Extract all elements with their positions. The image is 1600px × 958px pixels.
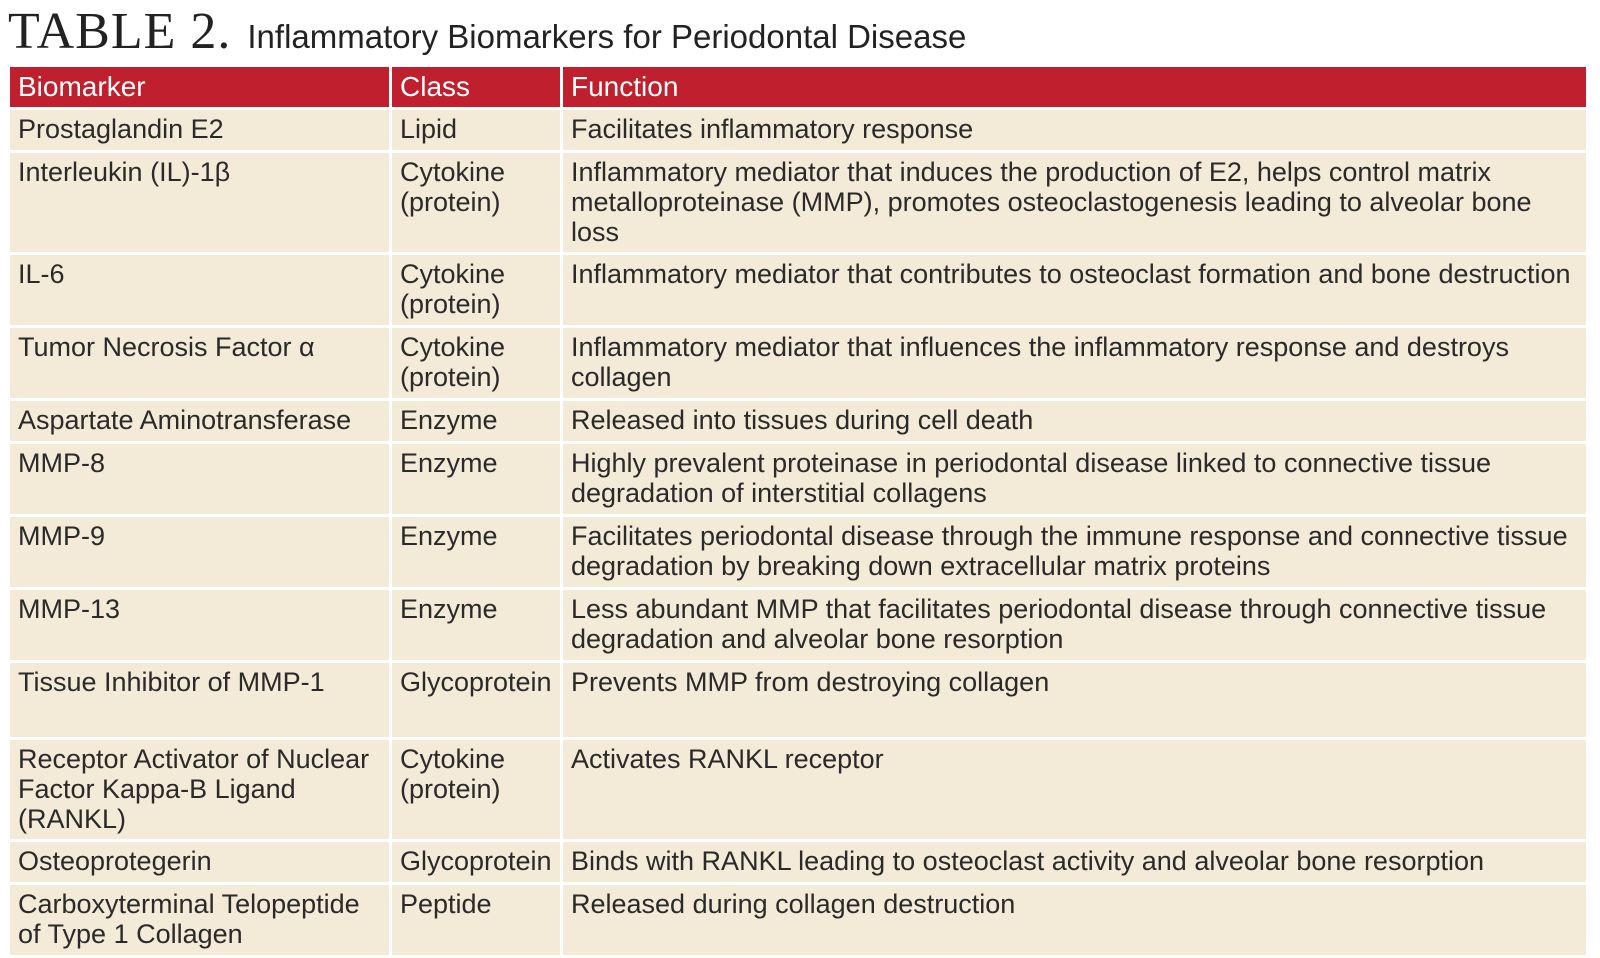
biomarker-cell: Osteoprotegerin xyxy=(10,842,389,882)
class-cell: Enzyme xyxy=(392,590,560,660)
table-title xyxy=(8,2,966,64)
function-cell: Binds with RANKL leading to osteoclast activity and alveolar bone resorption xyxy=(563,842,1586,882)
function-cell: Activates RANKL receptor xyxy=(563,740,1586,839)
class-cell: Glycoprotein xyxy=(392,842,560,882)
function-cell: Released during collagen destruction xyxy=(563,885,1586,955)
class-cell: Cytokine (protein) xyxy=(392,740,560,839)
table-row xyxy=(10,401,1586,441)
function-cell: Prevents MMP from destroying collagen xyxy=(563,663,1586,737)
biomarker-table xyxy=(7,64,1589,958)
class-cell: Cytokine (protein) xyxy=(392,153,560,252)
table-row xyxy=(10,255,1586,325)
biomarker-cell: MMP-9 xyxy=(10,517,389,587)
table-row xyxy=(10,110,1586,150)
biomarker-cell: Aspartate Aminotransferase xyxy=(10,401,389,441)
class-cell: Cytokine (protein) xyxy=(392,255,560,325)
class-cell: Enzyme xyxy=(392,517,560,587)
class-cell: Enzyme xyxy=(392,444,560,514)
function-cell: Facilitates inflammatory response xyxy=(563,110,1586,150)
column-header-biomarker: Biomarker xyxy=(10,67,389,107)
table-number-label: TABLE 2. xyxy=(8,3,232,60)
table-row xyxy=(10,328,1586,398)
biomarker-cell: Carboxyterminal Telopeptide of Type 1 Collagen xyxy=(10,885,389,955)
class-cell: Lipid xyxy=(392,110,560,150)
biomarker-cell: Interleukin (IL)-1β xyxy=(10,153,389,252)
class-cell: Glycoprotein xyxy=(392,663,560,737)
biomarker-cell: MMP-8 xyxy=(10,444,389,514)
table-row xyxy=(10,842,1586,882)
table-caption: Inflammatory Biomarkers for Periodontal Disease xyxy=(247,18,967,55)
class-cell: Cytokine (protein) xyxy=(392,328,560,398)
function-cell: Inflammatory mediator that influences the inflammatory response and destroys collagen xyxy=(563,328,1586,398)
class-cell: Enzyme xyxy=(392,401,560,441)
table-row xyxy=(10,153,1586,252)
function-cell: Inflammatory mediator that contributes to osteoclast formation and bone destruction xyxy=(563,255,1586,325)
table-row xyxy=(10,740,1586,839)
table-row xyxy=(10,444,1586,514)
table-row xyxy=(10,517,1586,587)
table-row xyxy=(10,663,1586,737)
class-cell: Peptide xyxy=(392,885,560,955)
function-cell: Highly prevalent proteinase in periodontal disease linked to connective tissue degradation of interstitial collagens xyxy=(563,444,1586,514)
function-cell: Facilitates periodontal disease through the immune response and connective tissue degradation by breaking down extracellular matrix proteins xyxy=(563,517,1586,587)
biomarker-cell: Prostaglandin E2 xyxy=(10,110,389,150)
function-cell: Released into tissues during cell death xyxy=(563,401,1586,441)
biomarker-cell: Tumor Necrosis Factor α xyxy=(10,328,389,398)
function-cell: Inflammatory mediator that induces the production of E2, helps control matrix metalloproteinase (MMP), promotes osteoclastogenesis leading to alveolar bone loss xyxy=(563,153,1586,252)
biomarker-cell: MMP-13 xyxy=(10,590,389,660)
table-row xyxy=(10,590,1586,660)
biomarker-cell: IL-6 xyxy=(10,255,389,325)
biomarker-cell: Tissue Inhibitor of MMP-1 xyxy=(10,663,389,737)
biomarker-cell: Receptor Activator of Nuclear Factor Kappa-B Ligand (RANKL) xyxy=(10,740,389,839)
column-header-class: Class xyxy=(392,67,560,107)
header-row xyxy=(10,67,1586,107)
table-row xyxy=(10,885,1586,955)
function-cell: Less abundant MMP that facilitates periodontal disease through connective tissue degradation and alveolar bone resorption xyxy=(563,590,1586,660)
column-header-function: Function xyxy=(563,67,1586,107)
